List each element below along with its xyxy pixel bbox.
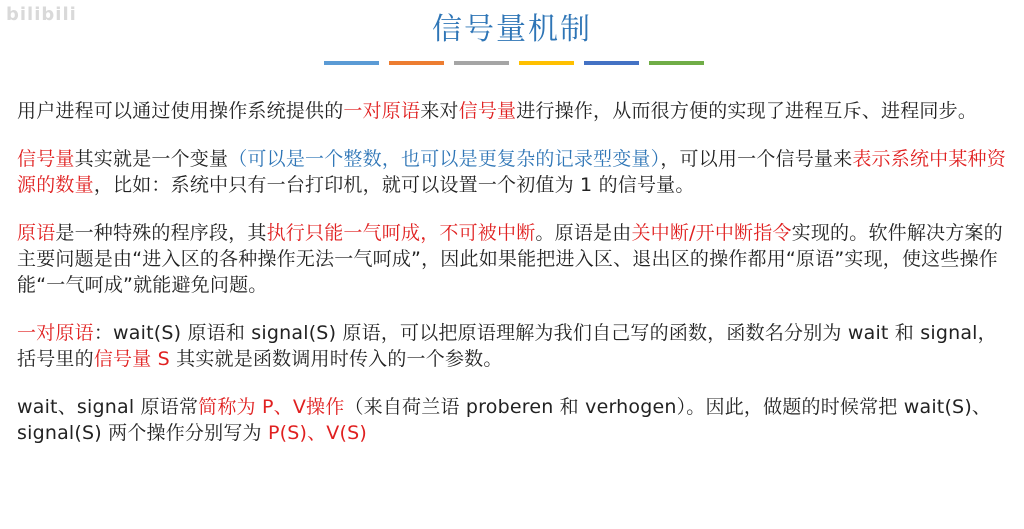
highlight-semaphore-s: 信号量 S [93, 348, 170, 370]
highlight-pv-operation: 简称为 P、V操作 [198, 396, 345, 418]
paragraph-wait-signal [17, 320, 1009, 372]
text: wait、signal 原语常 [17, 396, 199, 418]
highlight-resource-count: 表示系统中某种资源的数量 [17, 148, 1006, 196]
paragraph-intro [17, 98, 1009, 124]
highlight-ps-vs: P(S)、V(S) [267, 422, 367, 444]
text: ，比如：系统中只有一台打印机，就可以设置一个初值为 1 的信号量。 [93, 174, 695, 196]
paragraph-semaphore [17, 146, 1009, 198]
highlight-semaphore: 信号量 [458, 100, 517, 122]
strip-segment [454, 61, 509, 65]
text: ：wait(S) 原语和 signal(S) 原语，可以把原语理解为我们自己写的函数，函数名分别为 wait 和 signal，括号里的 [17, 322, 997, 370]
highlight-primitive: 原语 [17, 222, 56, 244]
text: ，可以用一个信号量来 [660, 148, 853, 170]
highlight-interrupt-instruction: 关中断/开中断指令 [631, 222, 792, 244]
strip-segment [519, 61, 574, 65]
strip-segment [324, 61, 379, 65]
text: 用户进程可以通过使用操作系统提供的 [17, 100, 344, 122]
strip-segment [649, 61, 704, 65]
highlight-primitive-pair: 一对原语 [17, 322, 94, 344]
strip-segment [389, 61, 444, 65]
page-title: 信号量机制 [432, 12, 592, 47]
text: 。原语是由 [535, 222, 632, 244]
text: 来对 [420, 100, 459, 122]
text: （来自荷兰语 proberen 和 verhogen）。因此，做题的时候常把 wait(S)、signal(S) 两个操作分别写为 [17, 396, 992, 444]
highlight-semaphore: 信号量 [17, 148, 75, 170]
highlight-primitive-pair: 一对原语 [343, 100, 421, 122]
highlight-atomic: 执行只能一气呵成，不可被中断 [266, 222, 536, 244]
title-color-strip [324, 61, 704, 65]
strip-segment [584, 61, 639, 65]
text: 是一种特殊的程序段，其 [55, 222, 267, 244]
text: 其实就是一个变量 [74, 148, 229, 170]
text: 进行操作，从而很方便的实现了进程互斥、进程同步。 [516, 100, 978, 122]
paragraph-pv [17, 394, 1009, 446]
text: 其实就是函数调用时传入的一个参数。 [169, 348, 503, 370]
paragraph-primitive [17, 220, 1009, 298]
text: 实现的。软件解决方案的主要问题是由“进入区的各种操作无法一气呵成”，因此如果能把进入区、退出区的操作都用“原语”实现，使这些操作能“一气呵成”就能避免问题。 [17, 222, 1003, 296]
slide-content [17, 98, 1009, 466]
highlight-integer-note: （可以是一个整数，也可以是更复杂的记录型变量） [228, 148, 661, 170]
watermark-logo: bilibili [6, 4, 77, 25]
